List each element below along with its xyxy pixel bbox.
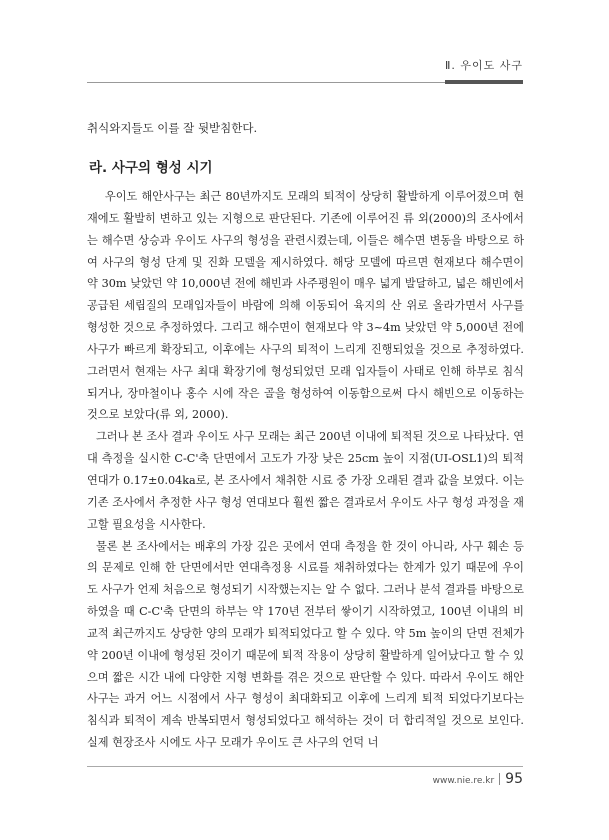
section-title: 라. 사구의 형성 시기 xyxy=(89,160,213,176)
paragraph: 물론 본 조사에서는 배후의 가장 깊은 곳에서 연대 측정을 한 것이 아니라, 사구 훼손 등의 문제로 인해 한 단면에서만 연대측정용 시료를 채취하였다는 한계가 있기 때문에 우이도 사구가 언제 처음으로 형성되기 시작했는지는 알 수 없다. 그러나 분석 결과를 바탕으로 하였을 때 C-C'축 단면의 하부는 약 170년 전부터 쌓이기 시작하였고, 100년 이내의 비교적 최근까지도 상당한 양의 모래가 퇴적되었다고 할 수 있다. 약 5m 높이의 단면 전체가 약 200년 이내에 형성된 것이기 때문에 퇴적 작용이 상당히 활발하게 일어났다고 할 수 있으며 짧은 시간 내에 다양한 지형 변화를 겪은 것으로 판단할 수 있다. 따라서 우이도 해안사구는 과거 어느 시점에서 사구 형성이 최대화되고 이후에 느리게 퇴적 되었다기보다는 침식과 퇴적이 계속 반복되면서 형성되었다고 해석하는 것이 더 합리적일 것으로 보인다. 실제 현장조사 시에도 사구 모래가 우이도 큰 사구의 언덕 너 xyxy=(87,539,524,750)
intro-line: 취식와지들도 이를 잘 뒷받침한다. xyxy=(87,121,258,135)
paragraph: 우이도 해안사구는 최근 80년까지도 모래의 퇴적이 상당히 활발하게 이루어졌으며 현재에도 활발히 변하고 있는 지형으로 판단된다. 기존에 이루어진 류 외(2000)의 조사에서는 해수면 상승과 우이도 사구의 형성을 관련시켰는데, 이들은 해수면 변동을 바탕으로 하여 사구의 형성 단계 및 진화 모델을 제시하였다. 해당 모델에 따르면 현재보다 해수면이 약 30m 낮았던 약 10,000년 전에 해빈과 사주평원이 매우 넓게 발달하고, 넓은 해빈에서 공급된 세립질의 모래입자들이 바람에 의해 이동되어 육지의 산 위로 올라가면서 사구를 형성한 것으로 추정하였다. 그리고 해수면이 현재보다 약 3~4m 낮았던 약 5,000년 전에 사구가 빠르게 확장되고, 이후에는 사구의 퇴적이 느리게 진행되었을 것으로 추정하였다. 그러면서 현재는 사구 최대 확장기에 형성되었던 모래 입자들이 사태로 인해 하부로 침식되거나, 장마철이나 홍수 시에 작은 골을 형성하여 이동함으로써 다시 해빈으로 이동하는 것으로 보았다(류 외, 2000). xyxy=(87,190,524,422)
page-number: 95 xyxy=(505,771,523,787)
footer-rule xyxy=(87,766,523,767)
body-text xyxy=(87,186,524,754)
chapter-label: Ⅱ. 우이도 사구 xyxy=(444,59,523,72)
header-accent-bar xyxy=(445,80,523,84)
paragraph: 그러나 본 조사 결과 우이도 사구 모래는 최근 200년 이내에 퇴적된 것으로 나타났다. 연대 측정을 실시한 C-C'축 단면에서 고도가 가장 낮은 25cm 높이 지점(UI-OSL1)의 퇴적 연대가 0.17±0.04ka로, 본 조사에서 채취한 시료 중 가장 오래된 결과 값을 보였다. 이는 기존 조사에서 추정한 사구 형성 연대보다 훨씬 짧은 결과로서 우이도 사구 형성 과정을 재고할 필요성을 시사한다. xyxy=(87,430,524,531)
footer-separator xyxy=(499,773,500,785)
page-footer xyxy=(433,768,523,787)
site-url: www.nie.re.kr xyxy=(432,776,495,786)
